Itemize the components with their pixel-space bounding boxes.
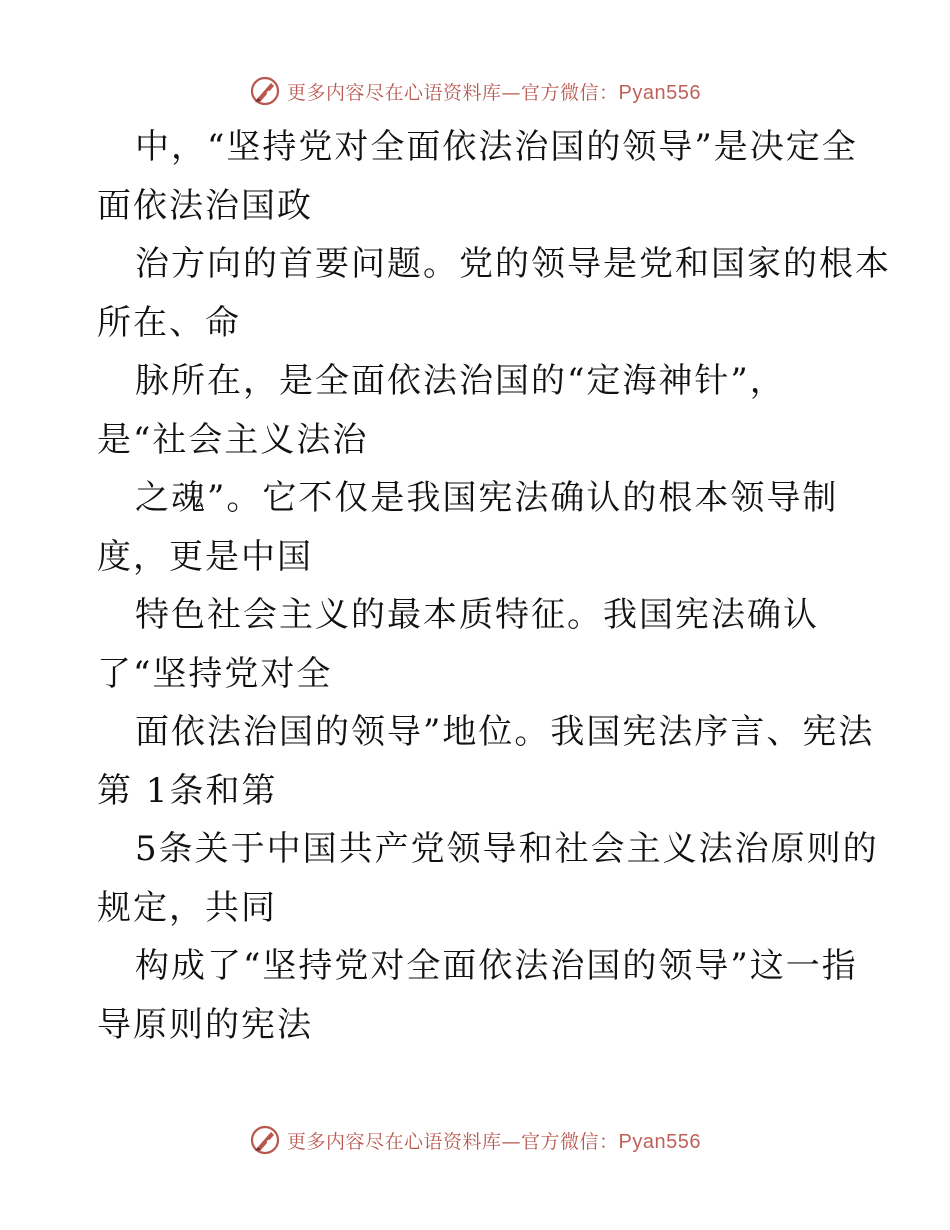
text-line: 面依法治国政 [97,185,313,226]
text-line: 面依法治国的领导”地位。我国宪法序言、宪法 [135,712,875,752]
document-body [97,118,891,1054]
text-line: 度，更是中国 [97,536,313,577]
text-line: 规定，共同 [97,887,277,928]
text-line: 所在、命 [97,302,241,343]
text-line: 第 1条和第 [97,770,278,811]
pen-logo-icon [249,1124,281,1156]
text-line: 脉所在，是全面依法治国的“定海神针”， [135,361,786,401]
text-line: 治方向的首要问题。党的领导是党和国家的根本 [135,244,891,284]
header-watermark-banner [0,71,950,111]
footer-banner-text: 更多内容尽在心语资料库—官方微信： [287,1130,619,1153]
text-line: 特色社会主义的最本质特征。我国宪法确认 [135,595,819,635]
footer-watermark-banner [0,1120,950,1160]
header-banner-text: 更多内容尽在心语资料库—官方微信： [287,81,619,104]
text-line: 中，“坚持党对全面依法治国的领导”是决定全 [135,127,858,167]
text-line: 了“坚持党对全 [97,653,333,694]
text-line: 5条关于中国共产党领导和社会主义法治原则的 [135,829,879,869]
text-line: 是“社会主义法治 [97,419,369,460]
text-line: 之魂”。它不仅是我国宪法确认的根本领导制 [135,478,839,518]
text-line: 导原则的宪法 [97,1004,313,1045]
footer-banner-id: Pyan556 [618,1130,701,1153]
pen-logo-icon [249,75,281,107]
text-line: 构成了“坚持党对全面依法治国的领导”这一指 [135,946,858,986]
header-banner-id: Pyan556 [618,81,701,104]
